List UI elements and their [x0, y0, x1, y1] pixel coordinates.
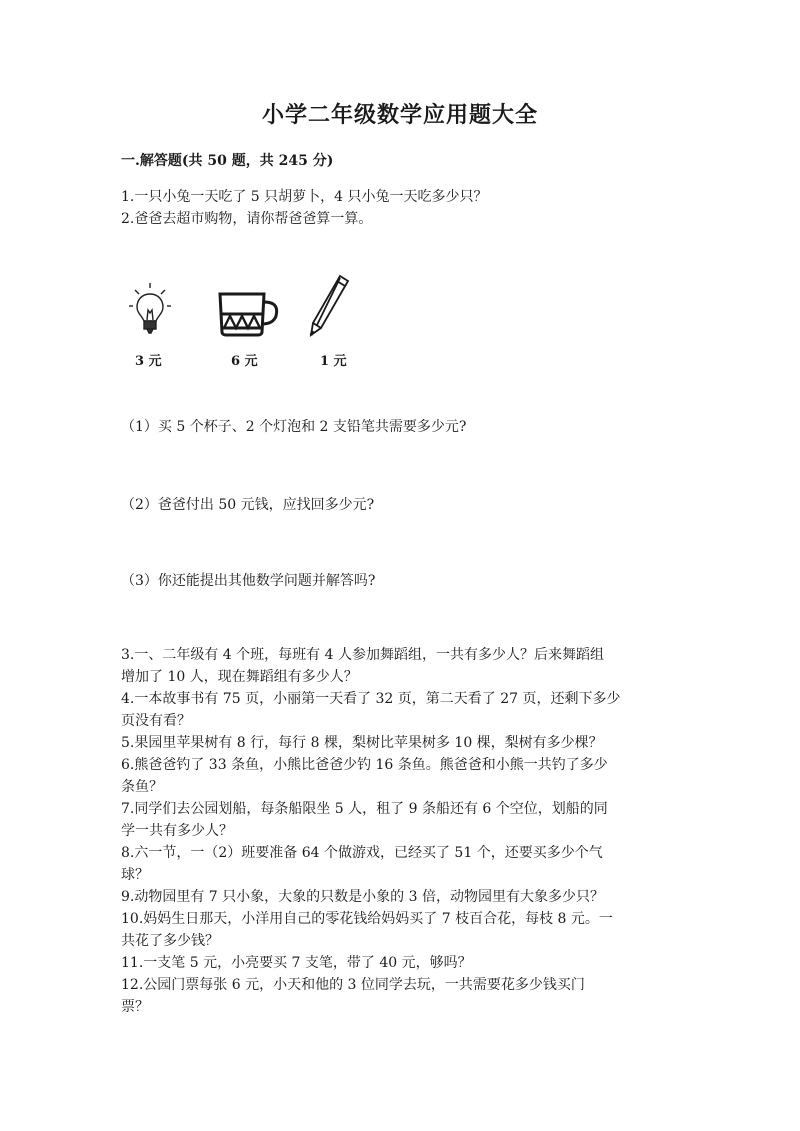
question-2-part-2: （2）爸爸付出 50 元钱，应找回多少元?: [121, 497, 375, 513]
question-line: 8.六一节，一（2）班要准备 64 个做游戏，已经买了 51 个，还要买多少个气: [121, 845, 603, 861]
price-pencil: 1 元: [320, 354, 347, 369]
question-line: 5.果园里苹果树有 8 行，每行 8 棵，梨树比苹果树多 10 棵，梨树有多少棵？: [121, 735, 603, 751]
question-line: 11.一支笔 5 元，小亮要买 7 支笔，带了 40 元，够吗？: [121, 955, 472, 971]
page-title: 小学二年级数学应用题大全: [261, 102, 538, 128]
question-line: 增加了 10 人，现在舞蹈组有多少人？: [121, 669, 358, 685]
price-cup: 6 元: [231, 354, 258, 369]
question-2-part-3: （3）你还能提出其他数学问题并解答吗?: [121, 573, 376, 589]
question-line: 10.妈妈生日那天，小洋用自己的零花钱给妈妈买了 7 枝百合花，每枝 8 元。一: [121, 911, 613, 927]
question-line: 6.熊爸爸钓了 33 条鱼，小熊比爸爸少钓 16 条鱼。熊爸爸和小熊一共钓了多少: [121, 757, 608, 773]
question-line: 3.一、二年级有 4 个班，每班有 4 人参加舞蹈组，一共有多少人？后来舞蹈组: [121, 647, 604, 663]
question-2-part-1: （1）买 5 个杯子、2 个灯泡和 2 支铅笔共需要多少元?: [121, 419, 467, 435]
question-line: 页没有看？: [121, 713, 191, 729]
cup-icon: [216, 288, 280, 338]
question-line: 9.动物园里有 7 只小象，大象的只数是小象的 3 倍，动物园里有大象多少只？: [121, 889, 604, 905]
question-line: 条鱼？: [121, 779, 163, 795]
question-line: 票？: [121, 999, 149, 1015]
section-heading: 一.解答题(共 50 题，共 245 分): [121, 153, 334, 169]
question-line: 学一共有多少人？: [121, 823, 233, 839]
question-2: 2.爸爸去超市购物，请你帮爸爸算一算。: [121, 211, 373, 227]
question-line: 4.一本故事书有 75 页，小丽第一天看了 32 页，第二天看了 27 页，还剩下多少: [121, 691, 621, 707]
pencil-icon: [307, 272, 351, 338]
question-line: 球？: [121, 867, 149, 883]
light-bulb-icon: [127, 280, 173, 338]
question-line: 共花了多少钱？: [121, 933, 219, 949]
question-line: 12.公园门票每张 6 元，小天和他的 3 位同学去玩，一共需要花多少钱买门: [121, 977, 585, 993]
price-bulb: 3 元: [135, 354, 162, 369]
question-1: 1.一只小兔一天吃了 5 只胡萝卜，4 只小兔一天吃多少只？: [121, 189, 488, 205]
shopping-figure: [121, 270, 381, 370]
question-line: 7.同学们去公园划船，每条船限坐 5 人，租了 9 条船还有 6 个空位，划船的同: [121, 801, 608, 817]
